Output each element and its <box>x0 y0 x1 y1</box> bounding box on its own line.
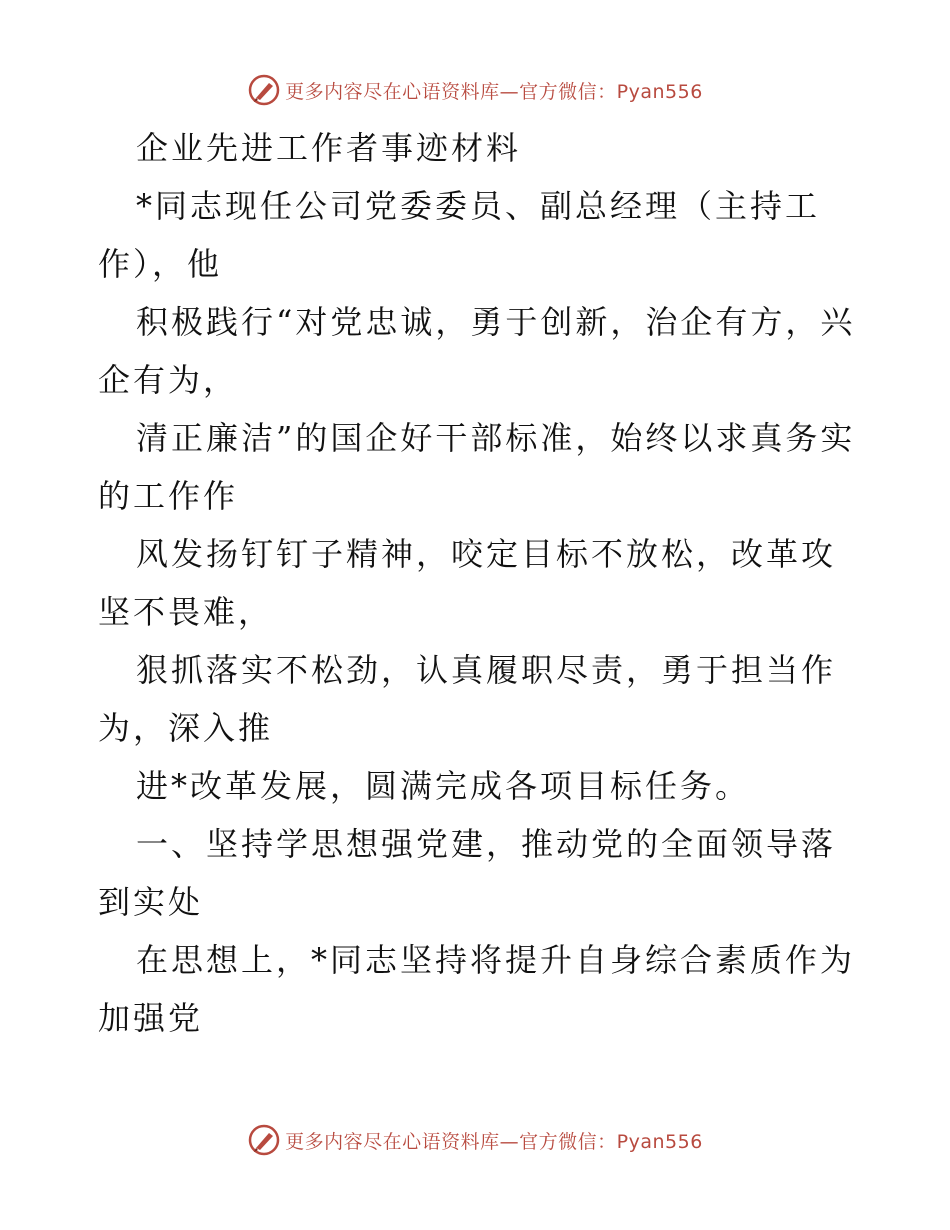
paragraph: 进*改革发展，圆满完成各项目标任务。 <box>136 767 751 805</box>
pen-logo-icon <box>247 1123 281 1157</box>
watermark-text: 更多内容尽在心语资料库—官方微信：Pyan556 <box>285 80 703 103</box>
footer-watermark <box>0 1122 950 1158</box>
paragraph: 在思想上，*同志坚持将提升自身综合素质作为加强党 <box>98 941 856 1037</box>
paragraph: 风发扬钉钉子精神，咬定目标不放松，改革攻坚不畏难， <box>98 535 837 631</box>
pen-logo-icon <box>247 73 281 107</box>
watermark-text: 更多内容尽在心语资料库—官方微信：Pyan556 <box>285 1130 703 1153</box>
paragraph: 狠抓落实不松劲，认真履职尽责，勇于担当作为，深入推 <box>98 651 837 747</box>
paragraph: 清正廉洁”的国企好干部标准，始终以求真务实的工作作 <box>98 419 856 515</box>
paragraph: *同志现任公司党委委员、副总经理（主持工作），他 <box>98 187 821 283</box>
section-heading: 一、坚持学思想强党建，推动党的全面领导落到实处 <box>98 825 837 921</box>
paragraph: 积极践行“对党忠诚，勇于创新，治企有方，兴企有为， <box>98 303 856 399</box>
document-title: 企业先进工作者事迹材料 <box>136 129 522 167</box>
document-body <box>98 119 858 1047</box>
header-watermark <box>0 72 950 108</box>
